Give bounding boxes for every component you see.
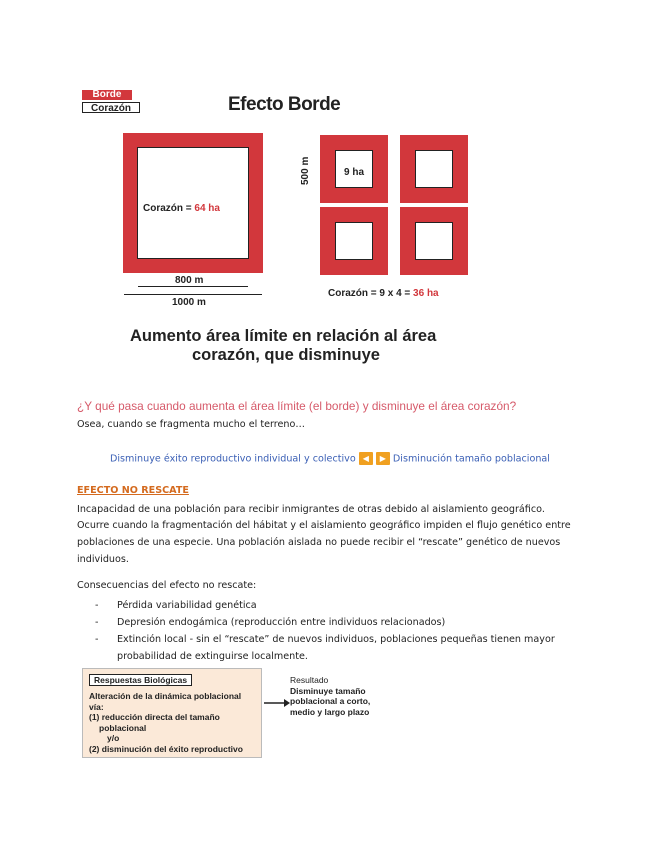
paragraph-2: Ocurre cuando la fragmentación del hábitat y el aislamiento geográfico impiden el flujo genético entre poblaciones de una especie. Una población aislada no puede recibir el “rescate” genético de nuevos individuos.	[77, 520, 571, 565]
result-arrow-icon	[264, 698, 290, 708]
dim-outer-line	[124, 294, 262, 295]
flow-right-text: Disminución tamaño poblacional	[392, 453, 550, 465]
small-core-square	[415, 222, 453, 260]
section-title: EFECTO NO RESCATE	[77, 485, 189, 496]
list-item: - Depresión endogámica (reproducción entre individuos relacionados)	[95, 617, 446, 628]
dim-inner-label: 800 m	[175, 275, 204, 286]
legend-corazon: Corazón	[82, 102, 140, 113]
figure-title: Efecto Borde	[228, 94, 341, 115]
consequences-title: Consecuencias del efecto no rescate:	[77, 580, 257, 591]
list-item: - Pérdida variabilidad genética	[95, 600, 257, 611]
biological-responses-box	[82, 668, 262, 758]
legend-borde: Borde	[82, 90, 132, 100]
arrow-right-icon: ▶	[376, 452, 390, 465]
arrow-left-icon: ◀	[359, 452, 373, 465]
result-title: Resultado	[290, 675, 329, 685]
paragraph-1: Incapacidad de una población para recibir inmigrantes de otras debido al aislamiento geográfico.	[77, 504, 545, 515]
right-core-label: Corazón = 9 x 4 = 36 ha	[328, 288, 439, 299]
side-dimension-label: 500 m	[300, 156, 311, 185]
consequences-list	[95, 597, 575, 665]
small-square-label: 9 ha	[344, 167, 365, 178]
dim-inner-line	[138, 286, 248, 287]
responses-text: Alteración de la dinámica poblacional vía: (1) reducción directa del tamaño poblacional y/o (2) disminución del éxito reproductivo	[89, 691, 243, 754]
large-core-label: Corazón = 64 ha	[143, 203, 220, 214]
flow-left-text: Disminuye éxito reproductivo individual y colectivo	[110, 453, 356, 465]
question-heading: ¿Y qué pasa cuando aumenta el área límite (el borde) y disminuye el área corazón?	[77, 399, 517, 413]
list-item: - Extinción local - sin el “rescate” de nuevos individuos, poblaciones pequeñas tienen mayor probabilidad de extinguirse localmente.	[95, 634, 555, 662]
responses-header: Respuestas Biológicas	[89, 674, 192, 686]
flow-line	[110, 452, 550, 465]
small-core-square	[335, 222, 373, 260]
small-core-square	[415, 150, 453, 188]
figure-caption: Aumento área límite en relación al área corazón, que disminuye	[130, 327, 437, 364]
result-block	[290, 675, 390, 717]
question-subtext: Osea, cuando se fragmenta mucho el terreno…	[77, 419, 305, 430]
result-text: Disminuye tamaño poblacional a corto, medio y largo plazo	[290, 685, 371, 717]
dim-outer-label: 1000 m	[172, 297, 206, 308]
